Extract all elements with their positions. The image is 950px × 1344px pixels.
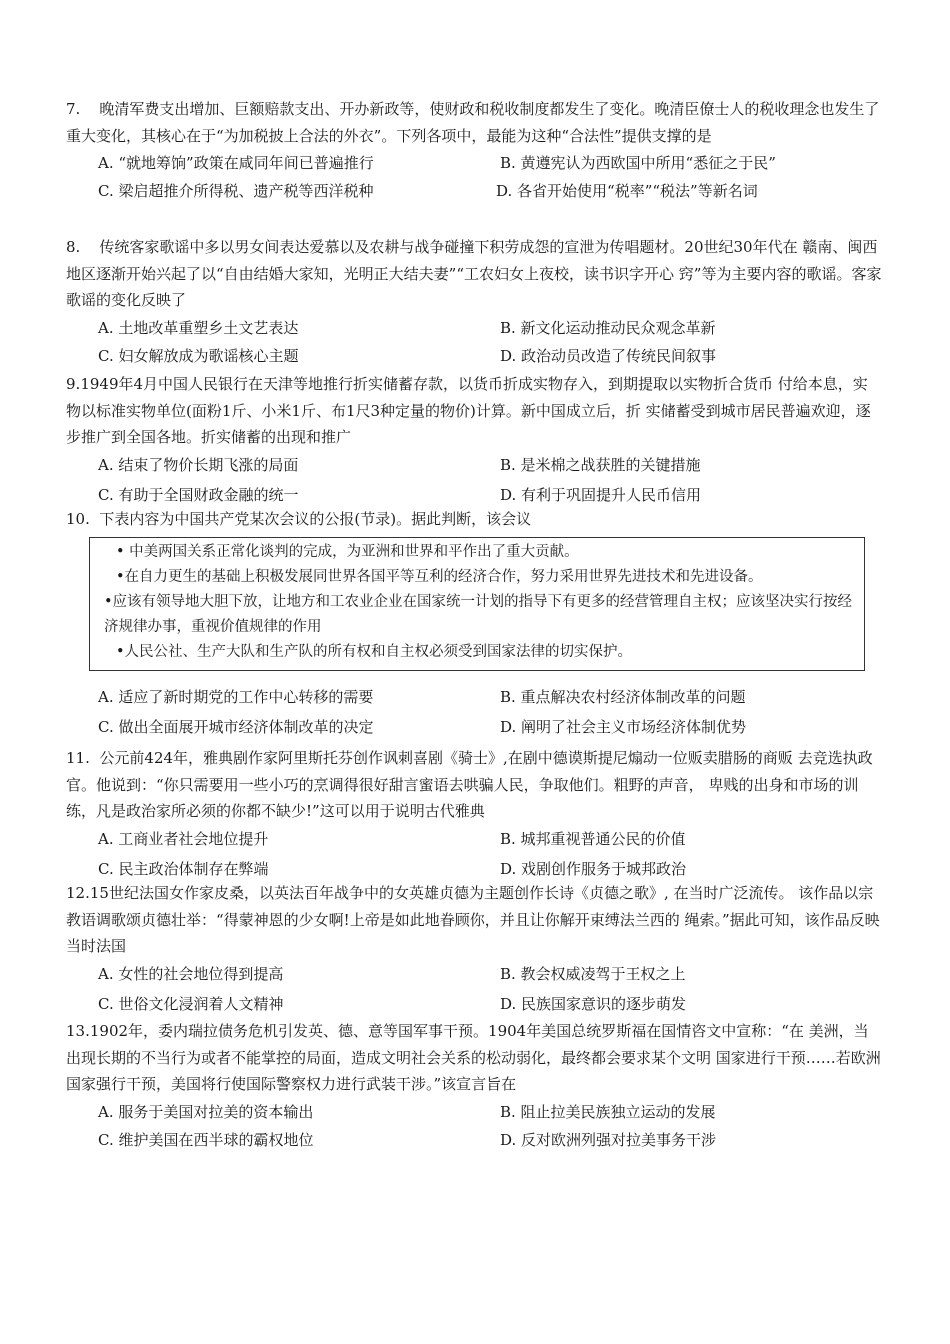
question-stem: 下表内容为中国共产党某次会议的公报(节录)。据此判断，该会议 xyxy=(99,510,532,528)
question-number: 12. xyxy=(66,884,90,902)
option-a[interactable]: A. 适应了新时期党的工作中心转移的需要 xyxy=(98,688,374,706)
option-a[interactable]: A. 服务于美国对拉美的资本输出 xyxy=(98,1102,314,1121)
question-stem: 15世纪法国女作家皮桑，以英法百年战争中的女英雄贞德为主题创作长诗《贞德之歌》, 在当时广泛流传。 该作品以宗教语调歌颂贞德壮举：“得蒙神恩的少女啊!上帝是如此地眷顾你，并且让你解开束缚法兰西的 绳索。”据此可知，该作品反映当时法国 xyxy=(66,884,880,955)
question-11 xyxy=(66,745,882,883)
options-row xyxy=(66,314,882,342)
option-d[interactable]: D. 民族国家意识的逐步萌发 xyxy=(500,994,687,1013)
option-b[interactable]: B. 重点解决农村经济体制改革的问题 xyxy=(500,688,746,706)
option-c[interactable]: C. 有助于全国财政金融的统一 xyxy=(98,485,299,504)
options-row xyxy=(66,177,882,205)
options-row xyxy=(66,990,882,1018)
option-b[interactable]: B. 新文化运动推动民众观念革新 xyxy=(500,318,716,337)
option-b[interactable]: B. 是米棉之战获胜的关键措施 xyxy=(500,455,701,474)
question-number: 10. xyxy=(66,510,90,528)
options-row xyxy=(66,683,882,711)
question-number: 8. xyxy=(66,238,81,256)
option-d[interactable]: D. 反对欧洲列强对拉美事务干涉 xyxy=(500,1130,717,1149)
options-row xyxy=(66,1098,882,1126)
option-a[interactable]: A. “就地筹饷”政策在咸同年间已普遍推行 xyxy=(98,154,374,172)
question-number: 7. xyxy=(66,100,81,118)
option-c[interactable]: C. 民主政治体制存在弊端 xyxy=(98,859,269,878)
option-d[interactable]: D. 戏剧创作服务于城邦政治 xyxy=(500,859,687,878)
question-10-options xyxy=(66,683,882,741)
option-b[interactable]: B. 黄遵宪认为西欧国中所用“悉征之于民” xyxy=(500,154,776,172)
excerpt-item: •在自力更生的基础上积极发展同世界各国平等互利的经济合作，努力采用世界先进技术和先进设备。 xyxy=(116,569,763,585)
option-d[interactable]: D. 政治动员改造了传统民间叙事 xyxy=(500,346,717,365)
communique-excerpt-table xyxy=(89,537,865,671)
option-a[interactable]: A. 工商业者社会地位提升 xyxy=(98,829,269,848)
question-number: 11. xyxy=(66,749,90,767)
option-b[interactable]: B. 阻止拉美民族独立运动的发展 xyxy=(500,1102,716,1121)
option-a[interactable]: A. 女性的社会地位得到提高 xyxy=(98,964,284,983)
question-stem: 传统客家歌谣中多以男女间表达爱慕以及农耕与战争碰撞下积劳成怨的宣泄为传唱题材。20世纪30年代在 赣南、闽西地区逐渐开始兴起了以“自由结婚大家知，光明正大结夫妻”“工农妇女上夜校，读书识字开心 窍”等为主要内容的歌谣。客家歌谣的变化反映了 xyxy=(66,238,882,309)
options-row xyxy=(66,713,882,741)
question-13 xyxy=(66,1018,882,1154)
option-a[interactable]: A. 土地改革重塑乡土文艺表达 xyxy=(98,318,299,337)
excerpt-item: • 中美两国关系正常化谈判的完成，为亚洲和世界和平作出了重大贡献。 xyxy=(116,544,579,560)
excerpt-item: •应该有领导地大胆下放，让地方和工农业企业在国家统一计划的指导下有更多的经营管理自主权；应该坚决实行按经济规律办事，重视价值规律的作用 xyxy=(104,594,853,635)
excerpt-item: •人民公社、生产大队和生产队的所有权和自主权必须受到国家法律的切实保护。 xyxy=(116,644,633,660)
question-number: 13. xyxy=(66,1022,90,1040)
option-c[interactable]: C. 妇女解放成为歌谣核心主题 xyxy=(98,346,299,365)
option-d[interactable]: D. 阐明了社会主义市场经济体制优势 xyxy=(500,718,747,736)
options-row xyxy=(66,960,882,988)
question-10 xyxy=(66,506,882,533)
question-stem: 公元前424年，雅典剧作家阿里斯托芬创作讽刺喜剧《骑士》,在剧中德谟斯提尼煽动一位贩卖腊肠的商贩 去竞选执政官。他说到：“你只需要用一些小巧的烹调得很好甜言蜜语去哄骗人民，争取他们。粗野的声音， 卑贱的出身和市场的训练，凡是政治家所必须的你都不缺少!”这可以用于说明古代雅典 xyxy=(66,749,873,820)
question-9 xyxy=(66,371,882,509)
question-7 xyxy=(66,96,882,205)
option-d[interactable]: D. 各省开始使用“税率”“税法”等新名词 xyxy=(496,182,758,200)
question-number: 9. xyxy=(66,375,81,393)
options-row xyxy=(66,825,882,853)
options-row xyxy=(66,481,882,509)
option-c[interactable]: C. 世俗文化浸润着人文精神 xyxy=(98,994,284,1013)
options-row xyxy=(66,855,882,883)
option-d[interactable]: D. 有利于巩固提升人民币信用 xyxy=(500,485,702,504)
option-c[interactable]: C. 梁启超推介所得税、遗产税等西洋税种 xyxy=(98,182,374,200)
question-stem: 1949年4月中国人民银行在天津等地推行折实储蓄存款，以货币折成实物存入，到期提取以实物折合货币 付给本息，实物以标准实物单位(面粉1斤、小米1斤、布1尺3种定量的物价)计算。新中国成立后，折 实储蓄受到城市居民普遍欢迎，逐步推广到全国各地。折实储蓄的出现和推广 xyxy=(66,375,871,446)
option-c[interactable]: C. 做出全面展开城市经济体制改革的决定 xyxy=(98,718,374,736)
option-a[interactable]: A. 结束了物价长期飞涨的局面 xyxy=(98,455,299,474)
question-12 xyxy=(66,880,882,1018)
option-c[interactable]: C. 维护美国在西半球的霸权地位 xyxy=(98,1130,314,1149)
options-row xyxy=(66,149,882,177)
question-stem: 1902年，委内瑞拉债务危机引发英、德、意等国军事干预。1904年美国总统罗斯福在国情咨文中宣称：“在 美洲，当出现长期的不当行为或者不能掌控的局面，造成文明社会关系的松动弱化，最终都会要求某个文明 国家进行干预……若欧洲国家强行干预，美国将行使国际警察权力进行武装干涉。”该宣言旨在 xyxy=(66,1022,881,1093)
options-row xyxy=(66,342,882,370)
option-b[interactable]: B. 教会权威凌驾于王权之上 xyxy=(500,964,686,983)
options-row xyxy=(66,1126,882,1154)
options-row xyxy=(66,451,882,479)
question-stem: 晚清军费支出增加、巨额赔款支出、开办新政等，使财政和税收制度都发生了变化。晚清臣僚士人的税收理念也发生了重大变化，其核心在于“为加税披上合法的外衣”。下列各项中，最能为这种“合法性”提供支撑的是 xyxy=(66,100,880,145)
option-b[interactable]: B. 城邦重视普通公民的价值 xyxy=(500,829,686,848)
question-8 xyxy=(66,234,882,370)
